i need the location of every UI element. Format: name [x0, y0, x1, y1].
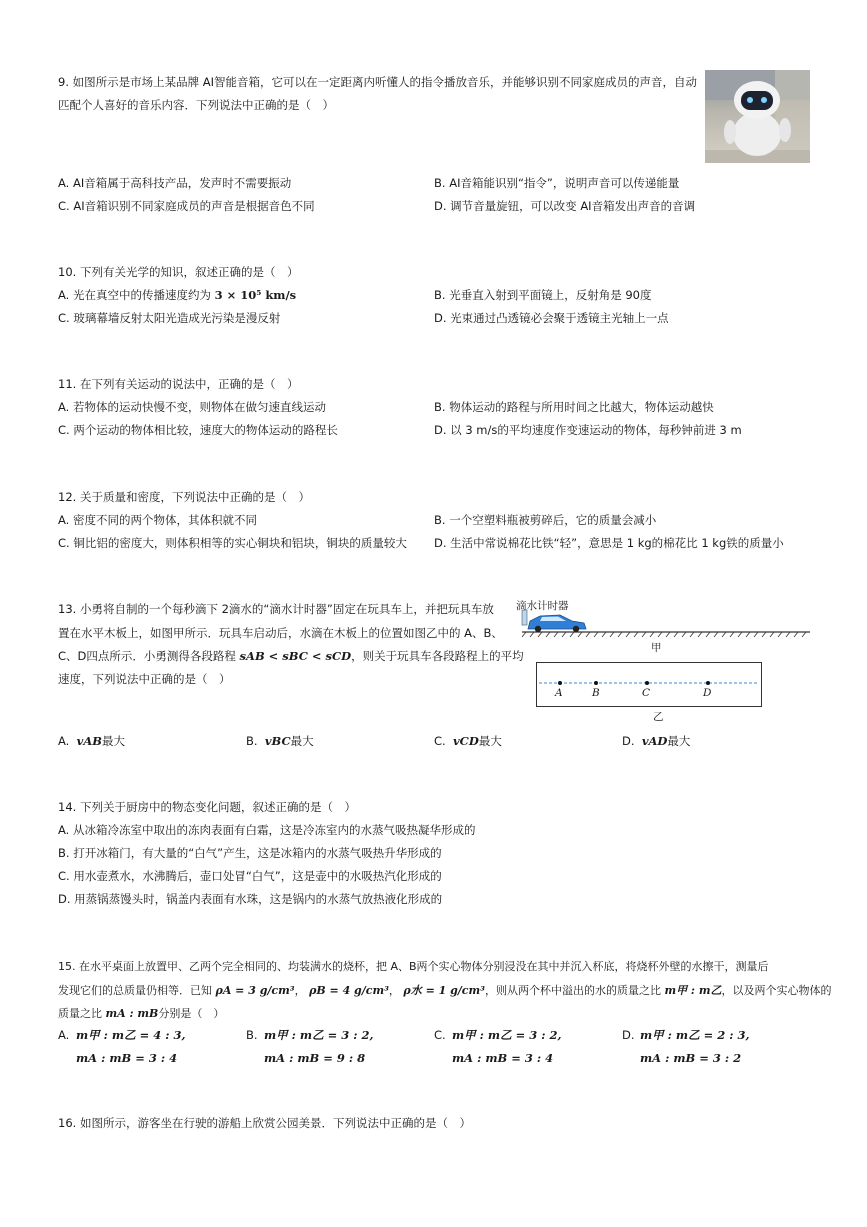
drop-c — [645, 681, 649, 685]
q13-option-d — [622, 730, 690, 753]
q13-c-math: vCD — [453, 734, 479, 748]
robot-illustration — [705, 70, 810, 163]
q13-stem-line3 — [58, 645, 524, 668]
q13-option-a — [58, 730, 125, 753]
q13-c-letter: C. — [434, 734, 446, 748]
q9-option-b: B. AI音箱能识别“指令”，说明声音可以传递能量 — [434, 176, 680, 190]
drip-timer-label: 滴水计时器 — [516, 600, 569, 612]
q15-rho-a: ρA = 3 g/cm³ — [215, 984, 295, 997]
q13-stem-line2: 置在水平木板上，如图甲所示．玩具车启动后，水滴在木板上的位置如图乙中的 A、B、 — [58, 626, 503, 640]
q13-line3-text-a: C、D四点所示．小勇测得各段路程 — [58, 649, 240, 663]
q13-option-c — [434, 730, 502, 753]
q9-stem-line2: 匹配个人喜好的音乐内容．下列说法中正确的是（ ） — [58, 98, 334, 112]
q14-stem: 14. 下列关于厨房中的物态变化问题，叙述正确的是（ ） — [58, 800, 356, 814]
point-d-label: D — [703, 687, 712, 699]
drop-b — [594, 681, 598, 685]
q15-line3-text-a: 质量之比 — [58, 1007, 106, 1020]
q13-stem-line4: 速度，下列说法中正确的是（ ） — [58, 672, 231, 686]
q15-option-a-line1: m甲 : m乙 = 4 : 3, — [76, 1028, 186, 1042]
q15-option-a-line2: mA : mB = 3 : 4 — [76, 1051, 178, 1065]
q11-option-d: D. 以 3 m/s的平均速度作变速运动的物体，每秒钟前进 3 m — [434, 423, 742, 437]
q15-option-c-line2: mA : mB = 3 : 4 — [452, 1051, 554, 1065]
q10-option-a-text: A. 光在真空中的传播速度约为 — [58, 288, 215, 302]
q12-option-c: C. 铜比铝的密度大，则体积相等的实心铜块和铝块，铜块的质量较大 — [58, 536, 407, 550]
q15-option-b-line1: m甲 : m乙 = 3 : 2, — [264, 1028, 374, 1042]
q15-mass-ratio: mA : mB — [105, 1007, 159, 1020]
water-drop-strip — [536, 662, 762, 707]
q11-option-b: B. 物体运动的路程与所用时间之比越大，物体运动越快 — [434, 400, 714, 414]
figure-jia-label: 甲 — [651, 642, 662, 654]
q15-option-b-letter: B. — [246, 1028, 258, 1042]
q9-option-d: D. 调节音量旋钮，可以改变 AI音箱发出声音的音调 — [434, 199, 696, 213]
q13-b-text: 最大 — [290, 734, 314, 748]
q13-d-text: 最大 — [667, 734, 691, 748]
q15-option-c-line1: m甲 : m乙 = 3 : 2, — [452, 1028, 562, 1042]
q12-option-b: B. 一个空塑料瓶被剪碎后，它的质量会减小 — [434, 513, 657, 527]
q12-stem: 12. 关于质量和密度，下列说法中正确的是（ ） — [58, 490, 310, 504]
q10-option-c: C. 玻璃幕墙反射太阳光造成光污染是漫反射 — [58, 311, 281, 325]
q9-option-c: C. AI音箱识别不同家庭成员的声音是根据音色不同 — [58, 199, 315, 213]
q10-option-a-math: 3 × 10⁵ km/s — [214, 288, 297, 302]
drop-positions-diagram — [537, 663, 761, 706]
q13-a-letter: A. — [58, 734, 70, 748]
ai-speaker-robot-image — [705, 70, 810, 163]
q15-rho-water: ρ水 = 1 g/cm³ — [403, 984, 485, 997]
q15-option-b-line2: mA : mB = 9 : 8 — [264, 1051, 366, 1065]
q13-a-text: 最大 — [101, 734, 125, 748]
q15-stem-line1: 15. 在水平桌面上放置甲、乙两个完全相同的、均装满水的烧杯，把 A、B两个实心物体分别浸没在其中并沉入杯底，将烧杯外壁的水擦干，测量后 — [58, 960, 769, 973]
q13-line3-math: sAB < sBC < sCD — [239, 649, 352, 663]
q13-a-math: vAB — [76, 734, 102, 748]
point-c-label: C — [642, 687, 651, 699]
q13-stem-line1: 13. 小勇将自制的一个每秒滴下 2滴水的“滴水计时器”固定在玩具车上，并把玩具车放 — [58, 602, 494, 616]
q10-stem: 10. 下列有关光学的知识，叙述正确的是（ ） — [58, 265, 299, 279]
q15-option-a-letter: A. — [58, 1028, 70, 1042]
q11-option-a: A. 若物体的运动快慢不变，则物体在做匀速直线运动 — [58, 400, 326, 414]
q16-stem: 16. 如图所示，游客坐在行驶的游船上欣赏公园美景．下列说法中正确的是（ ） — [58, 1116, 471, 1130]
q15-option-d-line2: mA : mB = 3 : 2 — [640, 1051, 742, 1065]
q9-option-a: A. AI音箱属于高科技产品，发声时不需要振动 — [58, 176, 292, 190]
drop-a — [558, 681, 562, 685]
q15-line2-text-c: ，以及两个实心物体的 — [721, 984, 832, 997]
q15-stem-line3 — [58, 1002, 224, 1025]
figure-yi-label: 乙 — [653, 711, 664, 723]
q14-option-d: D. 用蒸锅蒸馒头时，锅盖内表面有水珠，这是锅内的水蒸气放热液化形成的 — [58, 892, 443, 906]
point-a-label: A — [555, 687, 563, 699]
q14-option-a: A. 从冰箱冷冻室中取出的冻肉表面有白霜，这是冷冻室内的水蒸气吸热凝华形成的 — [58, 823, 476, 837]
toy-car-icon — [528, 615, 586, 632]
q15-line2-text-a: 发现它们的总质量仍相等．已知 — [58, 984, 216, 997]
q15-line3-text-b: 分别是（ ） — [158, 1007, 225, 1020]
drop-d — [706, 681, 710, 685]
q12-option-a: A. 密度不同的两个物体，其体积就不同 — [58, 513, 257, 527]
q11-option-c: C. 两个运动的物体相比较，速度大的物体运动的路程长 — [58, 423, 338, 437]
q15-option-d-line1: m甲 : m乙 = 2 : 3, — [640, 1028, 750, 1042]
q15-m-ratio: m甲 : m乙 — [664, 984, 722, 997]
q9-stem-line1: 9. 如图所示是市场上某品牌 AI智能音箱，它可以在一定距离内听懂人的指令播放音乐，并能够识别不同家庭成员的声音，自动 — [58, 75, 698, 89]
q10-option-b: B. 光垂直入射到平面镜上，反射角是 90度 — [434, 288, 652, 302]
q13-b-letter: B. — [246, 734, 258, 748]
q13-d-math: vAD — [641, 734, 668, 748]
q13-d-letter: D. — [622, 734, 635, 748]
q10-option-a — [58, 284, 296, 307]
q15-option-d-letter: D. — [622, 1028, 635, 1042]
q15-option-c-letter: C. — [434, 1028, 446, 1042]
q12-option-d: D. 生活中常说棉花比铁“轻”，意思是 1 kg的棉花比 1 kg铁的质量小 — [434, 536, 784, 550]
q11-stem: 11. 在下列有关运动的说法中，正确的是（ ） — [58, 377, 299, 391]
q13-line3-text-b: ，则关于玩具车各段路程上的平均 — [351, 649, 524, 663]
q13-b-math: vBC — [264, 734, 291, 748]
q10-option-d: D. 光束通过凸透镜必会聚于透镜主光轴上一点 — [434, 311, 669, 325]
point-b-label: B — [592, 687, 600, 699]
q13-option-b — [246, 730, 314, 753]
q13-c-text: 最大 — [478, 734, 502, 748]
q15-line2-text-b: ，则从两个杯中溢出的水的质量之比 — [484, 984, 665, 997]
q15-stem-line2: 发现它们的总质量仍相等．已知 ρA = 3 g/cm³， ρB = 4 g/cm³， ρ水 = 1 g/cm³，则从两个杯中溢出的水的质量之比 m甲 : m乙，以及两个实心物体的 — [58, 984, 832, 997]
q14-option-b: B. 打开冰箱门，有大量的“白气”产生，这是冰箱内的水蒸气吸热升华形成的 — [58, 846, 442, 860]
q14-option-c: C. 用水壶煮水，水沸腾后，壶口处冒“白气”，这是壶中的水吸热汽化形成的 — [58, 869, 442, 883]
q15-rho-b: ρB = 4 g/cm³ — [309, 984, 389, 997]
